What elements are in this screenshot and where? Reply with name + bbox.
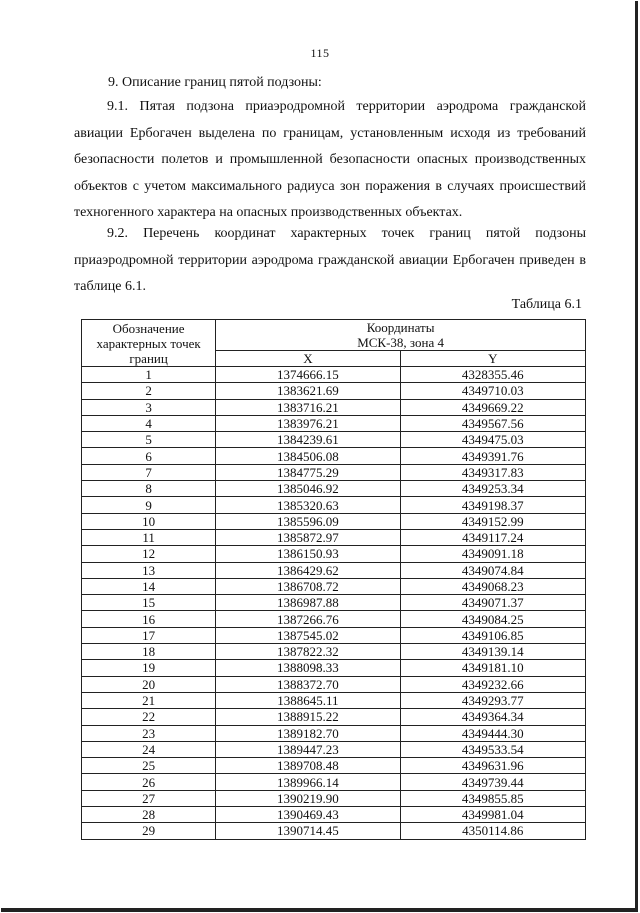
x-coordinate-cell: 1385320.63 [216,497,400,513]
point-number-cell: 17 [82,627,216,643]
point-number-cell: 6 [82,448,216,464]
point-number-cell: 19 [82,660,216,676]
x-coordinate-cell: 1386150.93 [216,546,400,562]
table-row [82,578,586,594]
x-coordinate-cell: 1387266.76 [216,611,400,627]
x-coordinate-cell: 1389447.23 [216,741,400,757]
table-row [82,464,586,480]
y-coordinate-cell: 4349074.84 [400,562,585,578]
y-coordinate-cell: 4349293.77 [400,692,585,708]
x-coordinate-cell: 1384239.61 [216,432,400,448]
y-coordinate-cell: 4349710.03 [400,383,585,399]
y-coordinate-cell: 4349253.34 [400,481,585,497]
table-row [82,562,586,578]
header-coordinates-system: МСК-38, зона 4 [357,335,444,350]
table-row [82,399,586,415]
table-row [82,529,586,545]
y-coordinate-cell: 4349855.85 [400,790,585,806]
table-row [82,807,586,823]
y-coordinate-cell: 4349198.37 [400,497,585,513]
point-number-cell: 14 [82,578,216,594]
y-coordinate-cell: 4349139.14 [400,644,585,660]
point-number-cell: 28 [82,807,216,823]
table-row [82,741,586,757]
table-row [82,415,586,431]
y-coordinate-cell: 4349091.18 [400,546,585,562]
y-coordinate-cell: 4349364.34 [400,709,585,725]
header-y: Y [400,351,585,367]
point-number-cell: 27 [82,790,216,806]
table-caption: Таблица 6.1 [511,297,582,312]
x-coordinate-cell: 1389966.14 [216,774,400,790]
table-row [82,611,586,627]
table-row [82,644,586,660]
point-number-cell: 29 [82,823,216,839]
y-coordinate-cell: 4350114.86 [400,823,585,839]
point-number-cell: 11 [82,529,216,545]
table-row [82,497,586,513]
x-coordinate-cell: 1389182.70 [216,725,400,741]
point-number-cell: 24 [82,741,216,757]
y-coordinate-cell: 4349444.30 [400,725,585,741]
y-coordinate-cell: 4349533.54 [400,741,585,757]
y-coordinate-cell: 4349106.85 [400,627,585,643]
point-number-cell: 5 [82,432,216,448]
y-coordinate-cell: 4349631.96 [400,758,585,774]
table-row [82,546,586,562]
x-coordinate-cell: 1383716.21 [216,399,400,415]
page-number: 115 [310,46,330,60]
x-coordinate-cell: 1385046.92 [216,481,400,497]
y-coordinate-cell: 4349981.04 [400,807,585,823]
x-coordinate-cell: 1390714.45 [216,823,400,839]
point-number-cell: 1 [82,367,216,383]
point-number-cell: 4 [82,415,216,431]
x-coordinate-cell: 1387822.32 [216,644,400,660]
y-coordinate-cell: 4328355.46 [400,367,585,383]
header-designation: Обозначение характерных точек границ [82,320,216,367]
y-coordinate-cell: 4349084.25 [400,611,585,627]
point-number-cell: 26 [82,774,216,790]
point-number-cell: 22 [82,709,216,725]
point-number-cell: 8 [82,481,216,497]
table-row [82,383,586,399]
table-row [82,367,586,383]
x-coordinate-cell: 1387545.02 [216,627,400,643]
point-number-cell: 3 [82,399,216,415]
table-row [82,513,586,529]
y-coordinate-cell: 4349071.37 [400,595,585,611]
point-number-cell: 20 [82,676,216,692]
point-number-cell: 16 [82,611,216,627]
y-coordinate-cell: 4349475.03 [400,432,585,448]
table-row [82,595,586,611]
point-number-cell: 25 [82,758,216,774]
point-number-cell: 21 [82,692,216,708]
x-coordinate-cell: 1388372.70 [216,676,400,692]
x-coordinate-cell: 1390469.43 [216,807,400,823]
coordinates-table [81,319,586,840]
point-number-cell: 9 [82,497,216,513]
y-coordinate-cell: 4349567.56 [400,415,585,431]
x-coordinate-cell: 1388645.11 [216,692,400,708]
point-number-cell: 15 [82,595,216,611]
x-coordinate-cell: 1386708.72 [216,578,400,594]
table-row [82,660,586,676]
x-coordinate-cell: 1384775.29 [216,464,400,480]
y-coordinate-cell: 4349391.76 [400,448,585,464]
x-coordinate-cell: 1390219.90 [216,790,400,806]
paragraph-9-1: 9.1. Пятая подзона приаэродромной территории аэродрома гражданской авиации Ербогачен выделена по границам, установленным исходя из требований безопасности полетов и промышленной безопасности опасных производственных объектов с учетом максимального радиуса зон поражения в случаях происшествий техногенного характера на опасных производственных объектах. [74,99,586,220]
point-number-cell: 18 [82,644,216,660]
point-number-cell: 2 [82,383,216,399]
header-coordinates-title: Координаты [366,320,435,335]
x-coordinate-cell: 1388098.33 [216,660,400,676]
paragraph-9-2: 9.2. Перечень координат характерных точек границ пятой подзоны приаэродромной территории аэродрома гражданской авиации Ербогачен приведен в таблице 6.1. [74,226,586,294]
x-coordinate-cell: 1374666.15 [216,367,400,383]
y-coordinate-cell: 4349317.83 [400,464,585,480]
x-coordinate-cell: 1384506.08 [216,448,400,464]
header-coordinates [216,320,586,351]
point-number-cell: 10 [82,513,216,529]
table-row [82,758,586,774]
point-number-cell: 23 [82,725,216,741]
y-coordinate-cell: 4349152.99 [400,513,585,529]
y-coordinate-cell: 4349068.23 [400,578,585,594]
point-number-cell: 7 [82,464,216,480]
point-number-cell: 12 [82,546,216,562]
section-heading: 9. Описание границ пятой подзоны: [108,75,322,90]
table-row [82,774,586,790]
x-coordinate-cell: 1385596.09 [216,513,400,529]
table-row [82,790,586,806]
table-row [82,725,586,741]
x-coordinate-cell: 1388915.22 [216,709,400,725]
y-coordinate-cell: 4349117.24 [400,529,585,545]
header-x: X [216,351,400,367]
y-coordinate-cell: 4349232.66 [400,676,585,692]
table-row [82,692,586,708]
table-row [82,823,586,839]
table-body [82,367,586,840]
x-coordinate-cell: 1386429.62 [216,562,400,578]
x-coordinate-cell: 1383621.69 [216,383,400,399]
table-row [82,676,586,692]
x-coordinate-cell: 1389708.48 [216,758,400,774]
table-row [82,709,586,725]
x-coordinate-cell: 1385872.97 [216,529,400,545]
x-coordinate-cell: 1386987.88 [216,595,400,611]
table-row [82,481,586,497]
y-coordinate-cell: 4349739.44 [400,774,585,790]
table-row [82,432,586,448]
y-coordinate-cell: 4349669.22 [400,399,585,415]
x-coordinate-cell: 1383976.21 [216,415,400,431]
table-row [82,448,586,464]
y-coordinate-cell: 4349181.10 [400,660,585,676]
table-row [82,627,586,643]
point-number-cell: 13 [82,562,216,578]
